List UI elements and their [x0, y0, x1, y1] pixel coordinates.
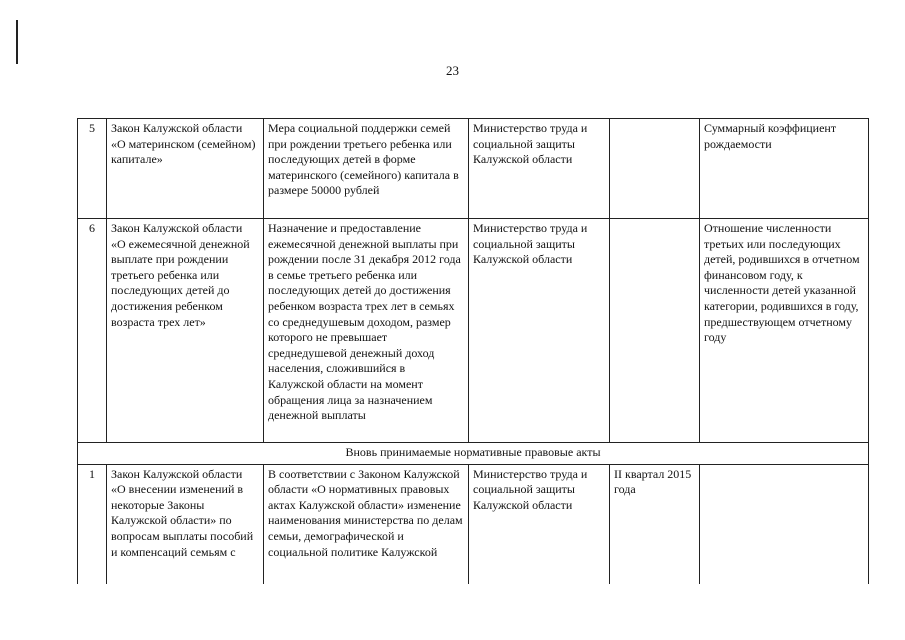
section-heading-row — [78, 443, 869, 465]
table-row — [78, 464, 869, 584]
measure-cell: Мера социальной поддержки семей при рождении третьего ребенка или последующих детей в форме материнского (семейного) капитала в размере 50000 рублей — [264, 119, 469, 219]
law-name-cell: Закон Калужской области «О ежемесячной денежной выплате при рождении третьего ребенка или последующих детей до достижения ребенком возраста трех лет» — [107, 219, 264, 443]
measure-cell: В соответствии с Законом Калужской области «О нормативных правовых актах Калужской области» изменение наименования министерства по делам семьи, демографической и социальной политике Калужской — [264, 464, 469, 584]
table-row — [78, 119, 869, 219]
indicator-cell: Отношение численности третьих или последующих детей, родившихся в отчетном финансовом году, к численности детей указанной категории, родившихся в году, предшествующем отчетному году — [700, 219, 869, 443]
term-cell: II квартал 2015 года — [610, 464, 700, 584]
measure-cell: Назначение и предоставление ежемесячной денежной выплаты при рождении после 31 декабря 2012 года в семье третьего ребенка или последующих детей до достижения ребенком возраста трех лет в семьях со среднедушевым доходом, размер которого не превышает среднедушевой денежный доход населения, сложившийся в Калужской области на момент обращения лица за назначением денежной выплаты — [264, 219, 469, 443]
executor-cell: Министерство труда и социальной защиты Калужской области — [469, 464, 610, 584]
table-row — [78, 219, 869, 443]
row-number: 6 — [78, 219, 107, 443]
term-cell — [610, 119, 700, 219]
law-name-cell: Закон Калужской области «О внесении изменений в некоторые Законы Калужской области» по вопросам выплаты пособий и компенсаций семьям с — [107, 464, 264, 584]
law-name-cell: Закон Калужской области «О материнском (семейном) капитале» — [107, 119, 264, 219]
executor-cell: Министерство труда и социальной защиты Калужской области — [469, 219, 610, 443]
row-number: 1 — [78, 464, 107, 584]
term-cell — [610, 219, 700, 443]
scan-edge-mark — [16, 20, 18, 64]
indicator-cell — [700, 464, 869, 584]
row-number: 5 — [78, 119, 107, 219]
measures-table — [77, 118, 869, 584]
executor-cell: Министерство труда и социальной защиты Калужской области — [469, 119, 610, 219]
indicator-cell: Суммарный коэффициент рождаемости — [700, 119, 869, 219]
section-heading: Вновь принимаемые нормативные правовые акты — [78, 443, 869, 465]
page-number: 23 — [446, 63, 459, 78]
